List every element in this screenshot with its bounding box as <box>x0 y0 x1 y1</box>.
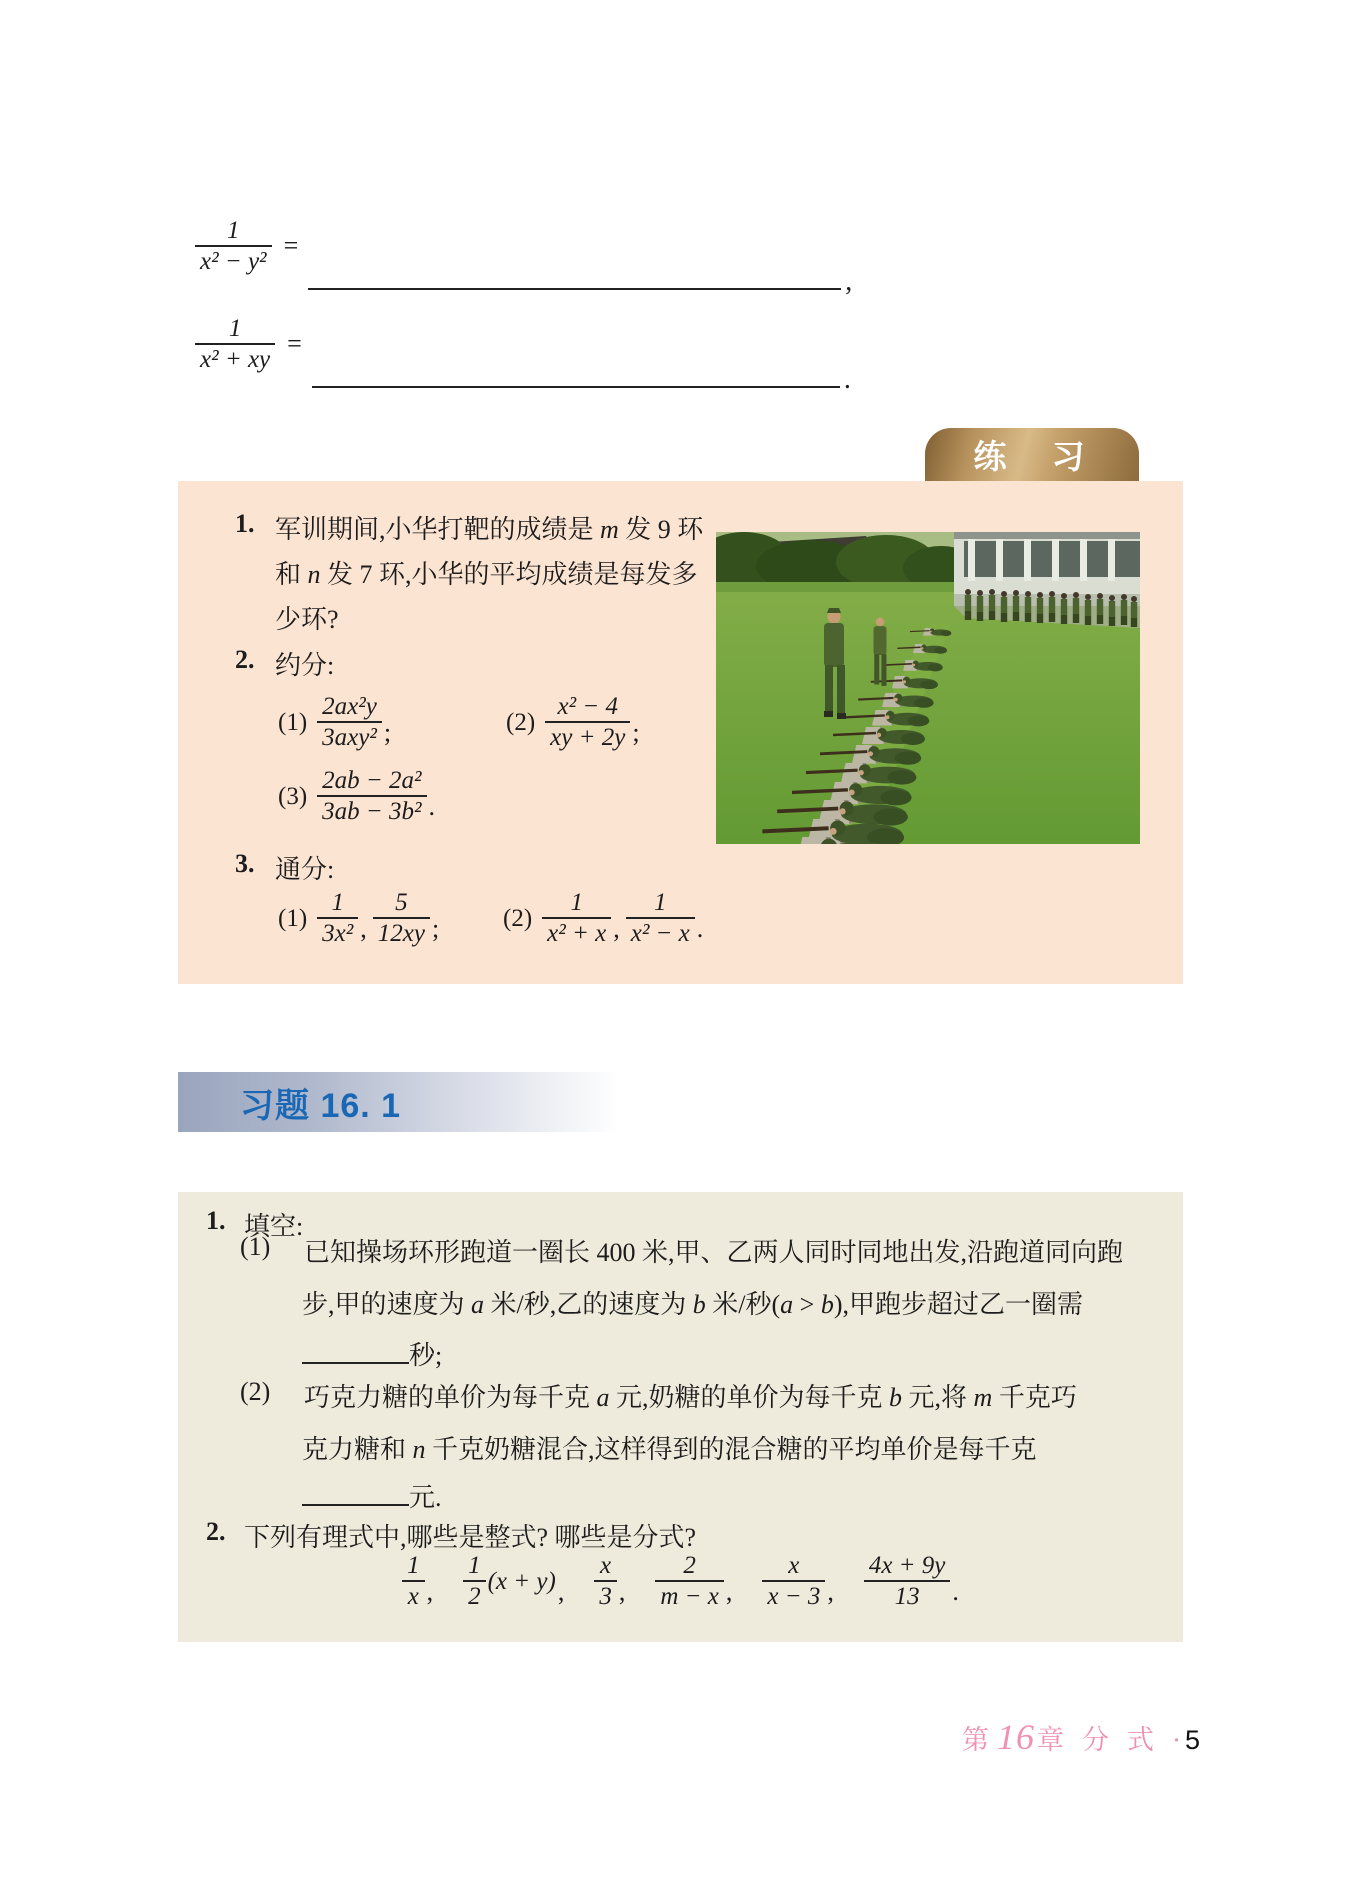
text-segment: 千克巧 <box>992 1383 1077 1412</box>
math-item <box>655 1552 732 1611</box>
fraction <box>545 693 630 752</box>
military-training-photo <box>716 532 1140 844</box>
item-tail: , <box>618 1577 626 1606</box>
fraction <box>542 889 611 948</box>
fraction-denominator: 2 <box>463 1580 486 1611</box>
item-tail: , <box>725 1577 733 1606</box>
math-item <box>594 1552 625 1611</box>
footer-page-number: 5 <box>1184 1725 1200 1755</box>
item-tail: , <box>557 1577 565 1606</box>
text-segment: 元,将 <box>902 1383 974 1412</box>
math-variable: m <box>600 515 619 544</box>
fraction-numerator: 4x + 9y <box>868 1552 946 1579</box>
item-tail: , <box>426 1577 434 1606</box>
math-item <box>402 1552 433 1611</box>
fraction <box>626 889 695 948</box>
item-tag: (3) <box>278 782 308 810</box>
footer-chapter-suffix: 章 <box>1036 1725 1070 1755</box>
fraction <box>373 889 430 948</box>
item-postfix: (x + y) <box>487 1567 556 1595</box>
comma: , <box>845 265 853 297</box>
item-tag: (1) <box>278 904 308 932</box>
problem-number: 2. <box>235 645 255 674</box>
fraction-numerator: 5 <box>395 889 408 916</box>
problem-number: 2. <box>206 1517 226 1546</box>
fraction <box>195 315 275 374</box>
text-segment: 发 7 环,小华的平均成绩是每发多 <box>320 560 698 589</box>
blank-tail: 秒; <box>409 1341 443 1370</box>
practice-tab-label: 练 习 <box>973 438 1091 475</box>
item-tail: . <box>428 792 436 821</box>
text-segment: > <box>793 1290 821 1319</box>
problem-number: 1. <box>235 509 255 538</box>
problem-text-line <box>304 1232 1123 1269</box>
fraction-denominator: 13 <box>864 1580 951 1611</box>
text-segment: 千克奶糖混合,这样得到的混合糖的平均单价是每千克 <box>425 1435 1037 1464</box>
problem-label: 通分: <box>275 855 335 884</box>
fraction-numerator: 2ab − 2a² <box>322 767 422 794</box>
fraction-denominator: 3x² <box>317 917 358 948</box>
fraction-numerator: 1 <box>654 889 667 916</box>
problem-text-line <box>275 554 698 591</box>
fraction-denominator: 12xy <box>373 917 430 948</box>
text-segment: 米/秒,乙的速度为 <box>484 1290 693 1319</box>
fraction-numerator: 1 <box>570 889 583 916</box>
math-item <box>503 889 703 948</box>
exercise-header-bar <box>178 1072 618 1132</box>
text-segment: 元,奶糖的单价为每千克 <box>609 1383 890 1412</box>
fraction-numerator: x <box>788 1552 800 1579</box>
problem-label: 下列有理式中,哪些是整式? 哪些是分式? <box>244 1523 697 1552</box>
problem-text-line <box>302 1335 442 1372</box>
problem-label: 约分: <box>275 651 335 680</box>
fraction-denominator: x <box>402 1580 425 1611</box>
answer-blank <box>302 1336 409 1364</box>
item-tail: ; <box>431 914 440 943</box>
item-tail: . <box>952 1577 959 1606</box>
text-segment: 少环? <box>275 605 339 634</box>
math-variable: b <box>889 1383 903 1412</box>
problem-text-line <box>302 1429 1037 1466</box>
math-variable: a <box>596 1383 610 1412</box>
blank-tail: 元. <box>409 1483 442 1512</box>
equals-sign: = <box>287 329 302 358</box>
math-variable: n <box>412 1435 426 1464</box>
problem-text-line <box>275 509 703 546</box>
problem-text-line <box>304 1377 1077 1414</box>
item-tail: . <box>696 914 704 943</box>
math-item <box>278 693 391 752</box>
fraction-numerator: x² − 4 <box>557 693 618 720</box>
text-segment: 克力糖和 <box>302 1435 413 1464</box>
exercise-header-title: 习题 16. 1 <box>240 1086 402 1125</box>
problem-text-line <box>275 599 339 636</box>
text-segment: 已知操场环形跑道一圈长 400 米,甲、乙两人同时同地出发,沿跑道同向跑 <box>304 1238 1124 1267</box>
fraction <box>317 889 358 948</box>
math-item <box>278 889 439 948</box>
equation-row-1 <box>195 198 853 297</box>
text-segment: 米/秒( <box>705 1290 781 1319</box>
problem-text-line <box>302 1284 1083 1321</box>
problem-number: 3. <box>235 849 255 878</box>
item-tail: ; <box>383 718 392 747</box>
problem-label: 填空: <box>244 1212 304 1241</box>
fraction-denominator: x − 3 <box>762 1580 825 1611</box>
fraction-numerator: 1 <box>468 1552 481 1579</box>
practice-tab <box>925 428 1139 481</box>
math-item <box>463 1552 564 1611</box>
separator-comma: , <box>613 914 620 943</box>
fraction-denominator: 3 <box>594 1580 617 1611</box>
answer-blank <box>302 1478 409 1506</box>
text-segment: 步,甲的速度为 <box>302 1290 472 1319</box>
fraction-denominator: x² + xy <box>195 343 275 374</box>
footer-dot: · <box>1171 1725 1181 1755</box>
fraction-numerator: x <box>600 1552 612 1579</box>
fraction-denominator: m − x <box>655 1580 724 1611</box>
math-item <box>278 767 435 826</box>
answer-blank <box>308 248 841 290</box>
math-item <box>864 1552 959 1611</box>
fraction-numerator: 1 <box>331 889 344 916</box>
practice-box <box>178 481 1183 984</box>
fraction-numerator: 2ax²y <box>322 693 377 720</box>
math-item <box>762 1552 833 1611</box>
item-tag: (2) <box>503 904 533 932</box>
equals-sign: = <box>283 231 299 260</box>
footer-chapter-number: 16 <box>996 1717 1035 1757</box>
answer-blank <box>312 346 840 388</box>
fraction <box>317 767 426 826</box>
math-variable: b <box>692 1290 706 1319</box>
problems-box <box>178 1192 1183 1642</box>
fraction-row <box>178 1552 1183 1611</box>
fraction-denominator: x² − y² <box>195 245 272 276</box>
item-tail: , <box>827 1577 834 1606</box>
text-segment: ),甲跑步超过乙一圈需 <box>833 1290 1083 1319</box>
problem-number: 1. <box>206 1206 226 1235</box>
footer-chapter-title: 分式 <box>1081 1725 1172 1755</box>
fraction-numerator: 1 <box>228 314 242 342</box>
period: . <box>843 363 851 395</box>
item-tag: (2) <box>506 708 536 736</box>
math-variable: b <box>820 1290 834 1319</box>
text-segment: 军训期间,小华打靶的成绩是 <box>275 515 601 544</box>
footer-chapter-prefix: 第 <box>961 1725 995 1755</box>
fraction-numerator: 1 <box>227 216 240 244</box>
math-variable: m <box>973 1383 993 1412</box>
fraction-denominator: 3ab − 3b² <box>317 795 426 826</box>
fraction <box>195 217 272 276</box>
problem-text-line <box>302 1477 442 1514</box>
item-tail: ; <box>632 718 640 747</box>
fraction-denominator: xy + 2y <box>545 721 630 752</box>
text-segment: 和 <box>275 560 308 589</box>
item-tag: (1) <box>278 708 308 736</box>
separator-comma: , <box>360 914 367 943</box>
math-variable: n <box>307 560 321 589</box>
fraction-numerator: 1 <box>407 1552 420 1579</box>
fraction-denominator: x² − x <box>626 917 695 948</box>
item-tag: (2) <box>240 1377 271 1406</box>
item-tag: (1) <box>240 1232 271 1261</box>
math-variable: a <box>471 1290 485 1319</box>
text-segment: 发 9 环 <box>618 515 704 544</box>
math-variable: a <box>780 1290 794 1319</box>
fraction <box>317 693 382 752</box>
fraction-numerator: 2 <box>683 1552 696 1579</box>
fraction-denominator: x² + x <box>542 917 611 948</box>
page-footer <box>900 1716 1200 1758</box>
fraction-denominator: 3axy² <box>317 721 382 752</box>
math-item <box>506 693 640 752</box>
text-segment: 巧克力糖的单价为每千克 <box>304 1383 597 1412</box>
equation-row-2 <box>195 296 851 395</box>
